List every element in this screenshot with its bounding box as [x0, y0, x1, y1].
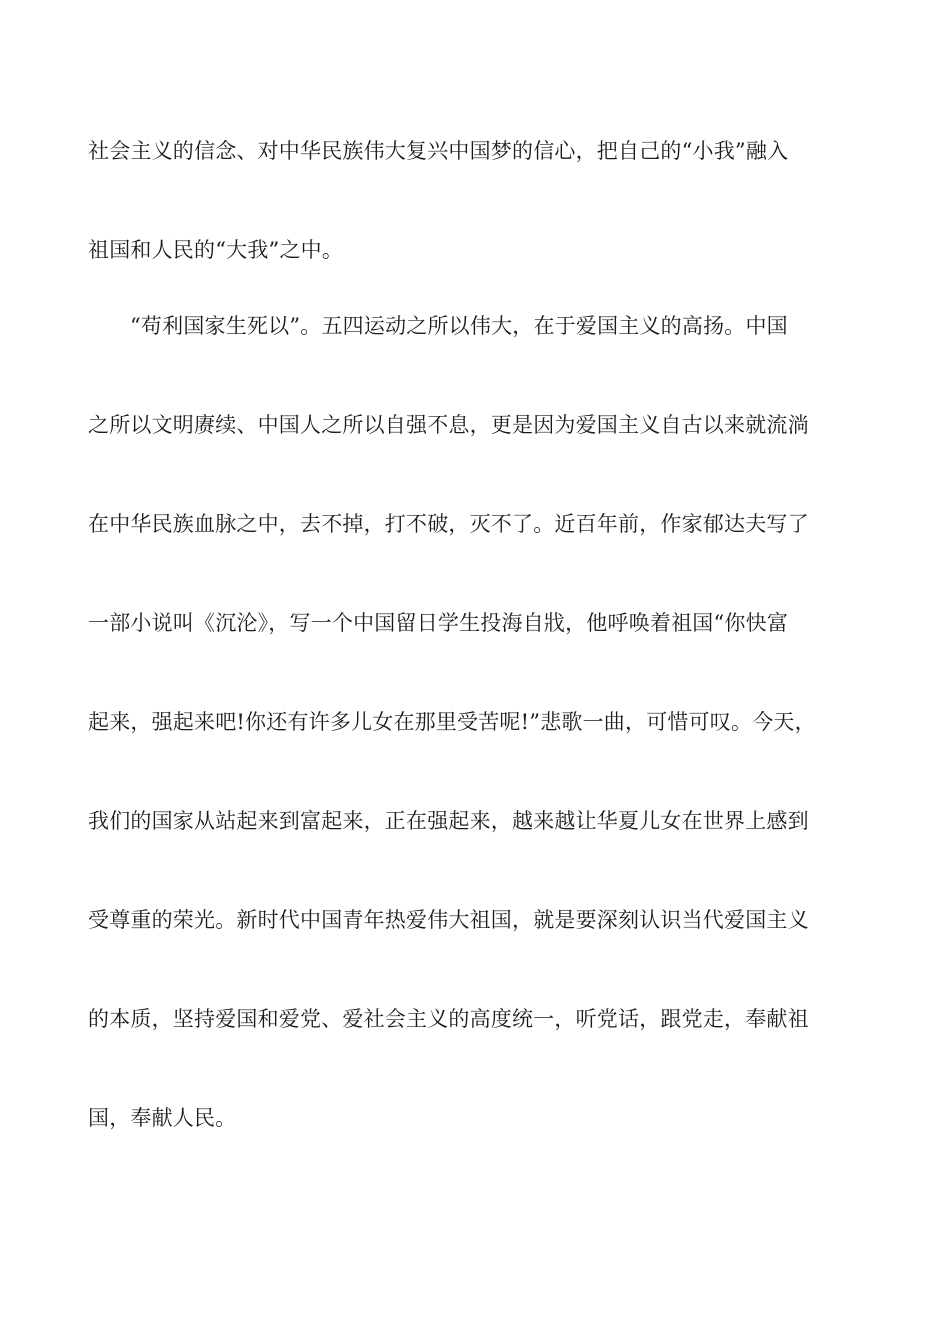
text-line: 在中华民族血脉之中，去不掉，打不破，灭不了。近百年前，作家郁达夫写了 [88, 512, 809, 536]
text-line: 受尊重的荣光。新时代中国青年热爱伟大祖国，就是要深刻认识当代爱国主义 [88, 908, 809, 932]
text-line: 社会主义的信念、对中华民族伟大复兴中国梦的信心，把自己的“小我”融入 [88, 139, 789, 163]
text-line: 之所以文明赓续、中国人之所以自强不息，更是因为爱国主义自古以来就流淌 [88, 413, 809, 437]
text-line: 起来，强起来吧!你还有许多儿女在那里受苦呢!”悲歌一曲，可惜可叹。今天， [88, 710, 816, 734]
text-line: 祖国和人民的“大我”之中。 [88, 238, 344, 262]
text-line: 一部小说叫《沉沦》，写一个中国留日学生投海自戕，他呼唤着祖国“你快富 [88, 611, 789, 635]
text-line: 的本质，坚持爱国和爱党、爱社会主义的高度统一，听党话，跟党走，奉献祖 [88, 1007, 809, 1031]
text-line: 我们的国家从站起来到富起来，正在强起来，越来越让华夏儿女在世界上感到 [88, 809, 809, 833]
paragraph-first-line: “苟利国家生死以”。五四运动之所以伟大，在于爱国主义的高扬。中国 [130, 314, 788, 338]
text-line: 国，奉献人民。 [88, 1106, 237, 1130]
